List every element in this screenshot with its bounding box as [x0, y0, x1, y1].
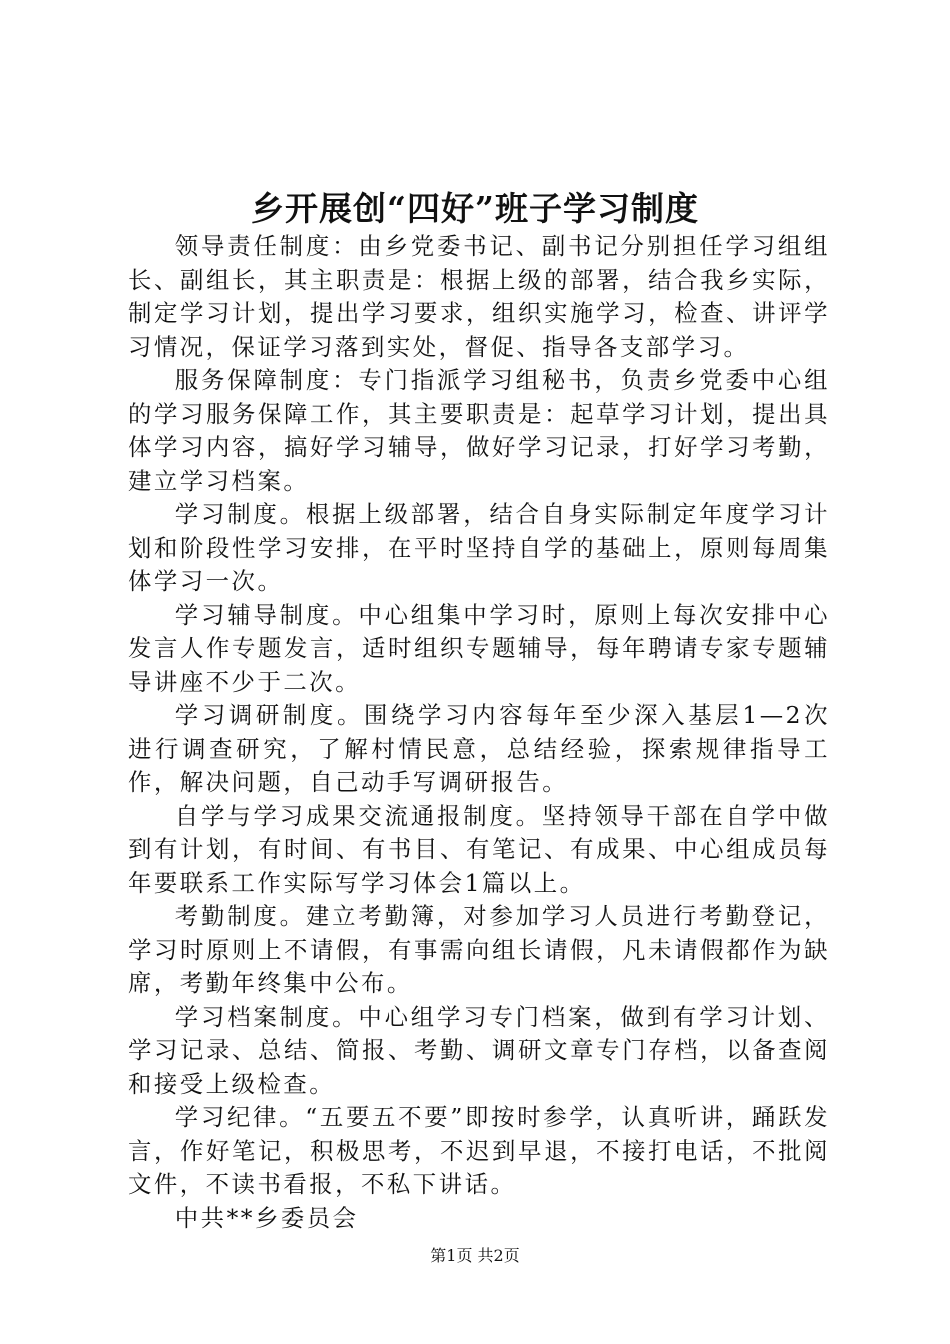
paragraph-service-support: 服务保障制度：专门指派学习组秘书，负责乡党委中心组的学习服务保障工作，其主要职责是：起草学习计划，提出具体学习内容，搞好学习辅导，做好学习记录，打好学习考勤，建立学习档案。: [128, 366, 830, 495]
paragraph-leadership-responsibility: 领导责任制度：由乡党委书记、副书记分别担任学习组组长、副组长，其主职责是：根据上级的部署，结合我乡实际，制定学习计划，提出学习要求，组织实施学习，检查、讲评学习情况，保证学习落到实处，督促、指导各支部学习。: [128, 232, 830, 361]
paragraph-study-tutoring: 学习辅导制度。中心组集中学习时，原则上每次安排中心发言人作专题发言，适时组织专题辅导，每年聘请专家专题辅导讲座不少于二次。: [128, 600, 830, 696]
signature-committee: 中共**乡委员会: [174, 1203, 359, 1232]
paragraph-study-discipline: 学习纪律。“五要五不要”即按时参学，认真听讲，踊跃发言，作好笔记，积极思考，不迟到早退，不接打电话，不批阅文件，不读书看报，不私下讲话。: [128, 1103, 830, 1198]
document-body: [128, 230, 830, 1235]
page-number-footer: 第1页 共2页: [430, 1246, 520, 1265]
document-title: 乡开展创“四好”班子学习制度: [251, 189, 699, 228]
paragraph-study-system: 学习制度。根据上级部署，结合自身实际制定年度学习计划和阶段性学习安排，在平时坚持自学的基础上，原则每周集体学习一次。: [128, 500, 830, 595]
paragraph-study-research: 学习调研制度。围绕学习内容每年至少深入基层1—2次进行调查研究，了解村情民意，总结经验，探索规律指导工作，解决问题，自己动手写调研报告。: [128, 701, 830, 796]
paragraph-attendance: 考勤制度。建立考勤簿，对参加学习人员进行考勤登记，学习时原则上不请假，有事需向组长请假，凡未请假都作为缺席，考勤年终集中公布。: [128, 902, 830, 997]
paragraph-study-archive: 学习档案制度。中心组学习专门档案，做到有学习计划、学习记录、总结、简报、考勤、调研文章专门存档，以备查阅和接受上级检查。: [128, 1002, 830, 1098]
paragraph-self-study-exchange: 自学与学习成果交流通报制度。坚持领导干部在自学中做到有计划，有时间、有书目、有笔记、有成果、中心组成员每年要联系工作实际写学习体会1篇以上。: [128, 801, 830, 897]
